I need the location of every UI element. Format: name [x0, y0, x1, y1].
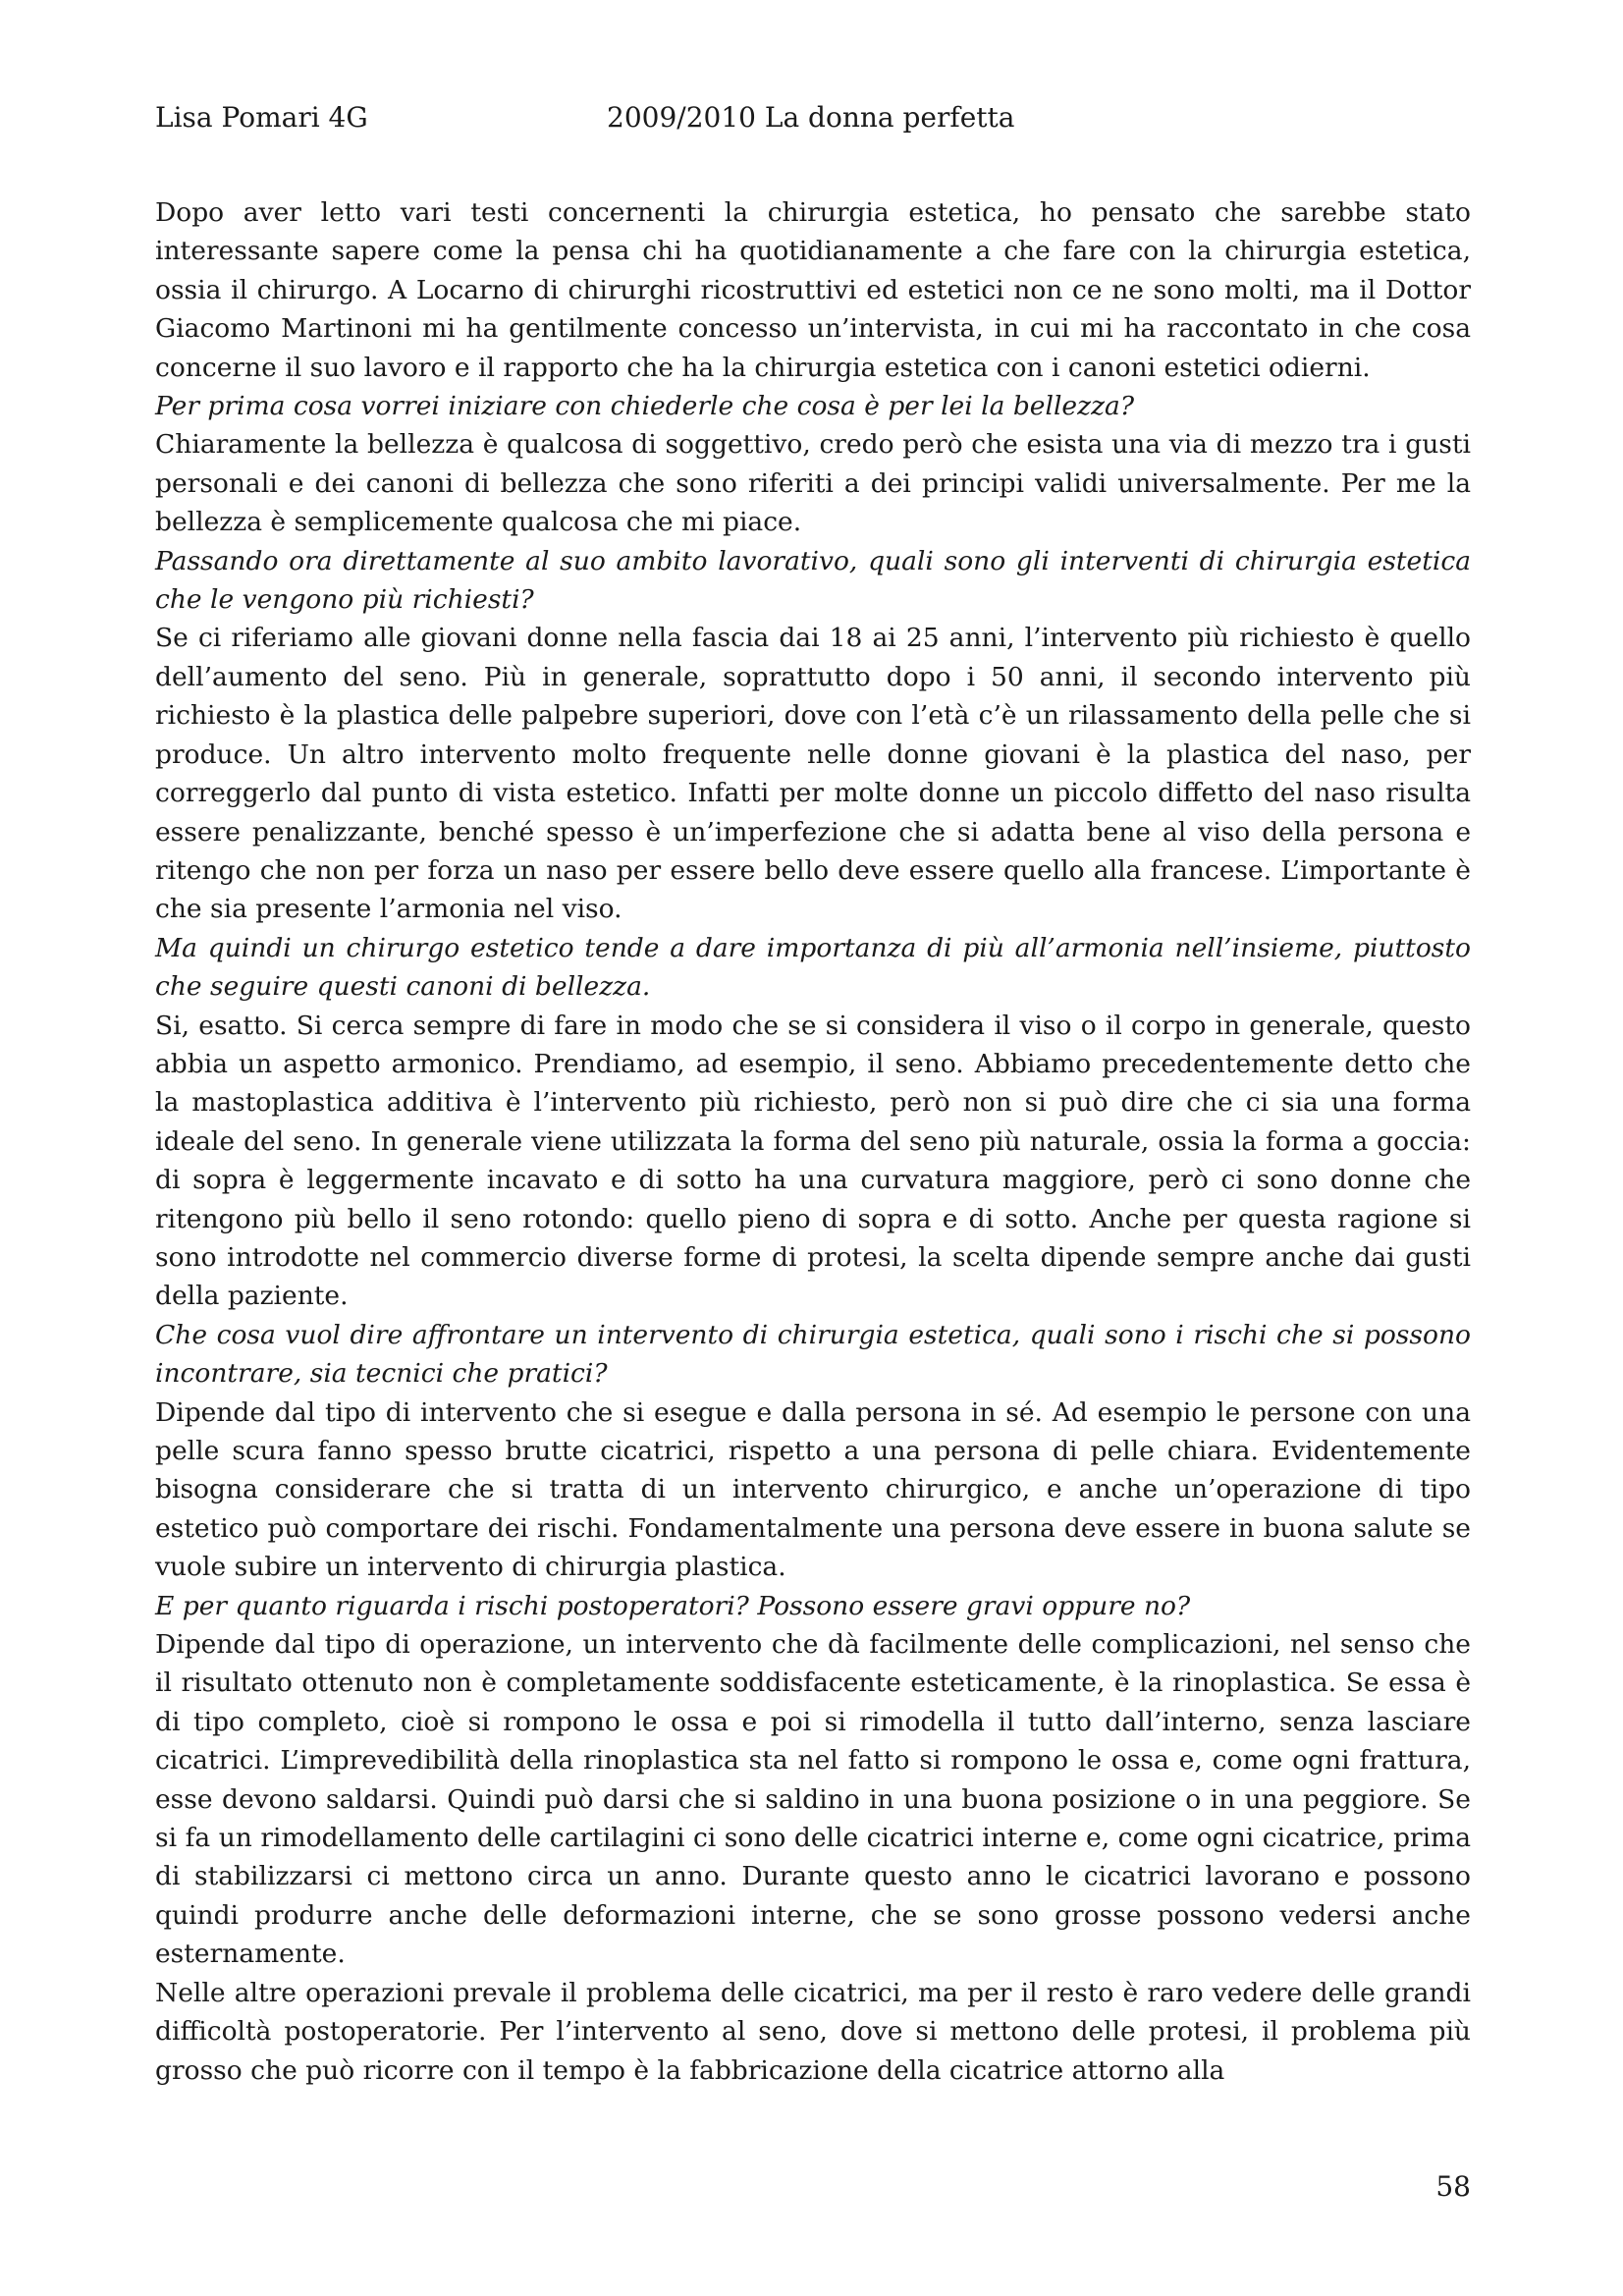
interview-question: Ma quindi un chirurgo estetico tende a dare importanza di più all’armonia nell’insieme, piuttosto che seguire questi canoni di bellezza. — [155, 932, 1471, 1003]
interview-question: Che cosa vuol dire affrontare un intervento di chirurgia estetica, quali sono i rischi che si possono incontrare, sia tecnici che pratici? — [155, 1319, 1471, 1390]
header-title: 2009/2010 La donna perfetta — [607, 101, 1015, 134]
interview-answer: Se ci riferiamo alle giovani donne nella fascia dai 18 ai 25 anni, l’intervento più richiesto è quello dell’aumento del seno. Più in generale, soprattutto dopo i 50 anni, il secondo intervento più richiesto è la plastica delle palpebre superiori, dove con l’età c’è un rilassamento della pelle che si produce. Un altro intervento molto frequente nelle donne giovani è la plastica del naso, per correggerlo dal punto di vista estetico. Infatti per molte donne un piccolo diffetto del naso risulta essere penalizzante, benché spesso è un’imperfezione che si adatta bene al viso della persona e ritengo che non per forza un naso per essere bello deve essere quello alla francese. L’importante è che sia presente l’armonia nel viso. — [155, 623, 1471, 925]
interview-answer: Chiaramente la bellezza è qualcosa di soggettivo, credo però che esista una via di mezzo tra i gusti personali e dei canoni di bellezza che sono riferiti a dei principi validi universalmente. Per me la bellezza è semplicemente qualcosa che mi piace. — [155, 429, 1471, 538]
header-author: Lisa Pomari 4G — [155, 101, 368, 134]
page-number: 58 — [1435, 2170, 1471, 2203]
page-header — [155, 98, 1471, 137]
interview-question: Per prima cosa vorrei iniziare con chiederle che cosa è per lei la bellezza? — [155, 391, 1135, 422]
interview-answer: Nelle altre operazioni prevale il problema delle cicatrici, ma per il resto è raro vedere delle grandi difficoltà postoperatorie. Per l’intervento al seno, dove si mettono delle protesi, il problema più grosso che può ricorre con il tempo è la fabbricazione della cicatrice attorno alla — [155, 1977, 1471, 2086]
interview-question: E per quanto riguarda i rischi postoperatori? Possono essere gravi oppure no? — [155, 1590, 1191, 1621]
body-text — [155, 193, 1471, 2090]
interview-answer: Dipende dal tipo di operazione, un intervento che dà facilmente delle complicazioni, nel senso che il risultato ottenuto non è completamente soddisfacente esteticamente, è la rinoplastica. Se essa è di tipo completo, cioè si rompono le ossa e poi si rimodella il tutto dall’interno, senza lasciare cicatrici. L’imprevedibilità della rinoplastica sta nel fatto si rompono le ossa e, come ogni frattura, esse devono saldarsi. Quindi può darsi che si saldino in una buona posizione o in una peggiore. Se si fa un rimodellamento delle cartilagini ci sono delle cicatrici interne e, come ogni cicatrice, prima di stabilizzarsi ci mettono circa un anno. Durante questo anno le cicatrici lavorano e possono quindi produrre anche delle deformazioni interne, che se sono grosse possono vedersi anche esternamente. — [155, 1629, 1471, 1970]
interview-question: Passando ora direttamente al suo ambito lavorativo, quali sono gli interventi di chirurgia estetica che le vengono più richiesti? — [155, 545, 1471, 616]
intro-paragraph: Dopo aver letto vari testi concernenti la chirurgia estetica, ho pensato che sarebbe stato interessante sapere come la pensa chi ha quotidianamente a che fare con la chirurgia estetica, ossia il chirurgo. A Locarno di chirurghi ricostruttivi ed estetici non ce ne sono molti, ma il Dottor Giacomo Martinoni mi ha gentilmente concesso un’intervista, in cui mi ha raccontato in che cosa concerne il suo lavoro e il rapporto che ha la chirurgia estetica con i canoni estetici odierni. — [155, 197, 1471, 383]
interview-answer: Dipende dal tipo di intervento che si esegue e dalla persona in sé. Ad esempio le persone con una pelle scura fanno spesso brutte cicatrici, rispetto a una persona di pelle chiara. Evidentemente bisogna considerare che si tratta di un intervento chirurgico, e anche un’operazione di tipo estetico può comportare dei rischi. Fondamentalmente una persona deve essere in buona salute se vuole subire un intervento di chirurgia plastica. — [155, 1396, 1471, 1583]
interview-answer: Si, esatto. Si cerca sempre di fare in modo che se si considera il viso o il corpo in generale, questo abbia un aspetto armonico. Prendiamo, ad esempio, il seno. Abbiamo precedentemente detto che la mastoplastica additiva è l’intervento più richiesto, però non si può dire che ci sia una forma ideale del seno. In generale viene utilizzata la forma del seno più naturale, ossia la forma a goccia: di sopra è leggermente incavato e di sotto ha una curvatura maggiore, però ci sono donne che ritengono più bello il seno rotondo: quello pieno di sopra e di sotto. Anche per questa ragione si sono introdotte nel commercio diverse forme di protesi, la scelta dipende sempre anche dai gusti della paziente. — [155, 1010, 1471, 1312]
